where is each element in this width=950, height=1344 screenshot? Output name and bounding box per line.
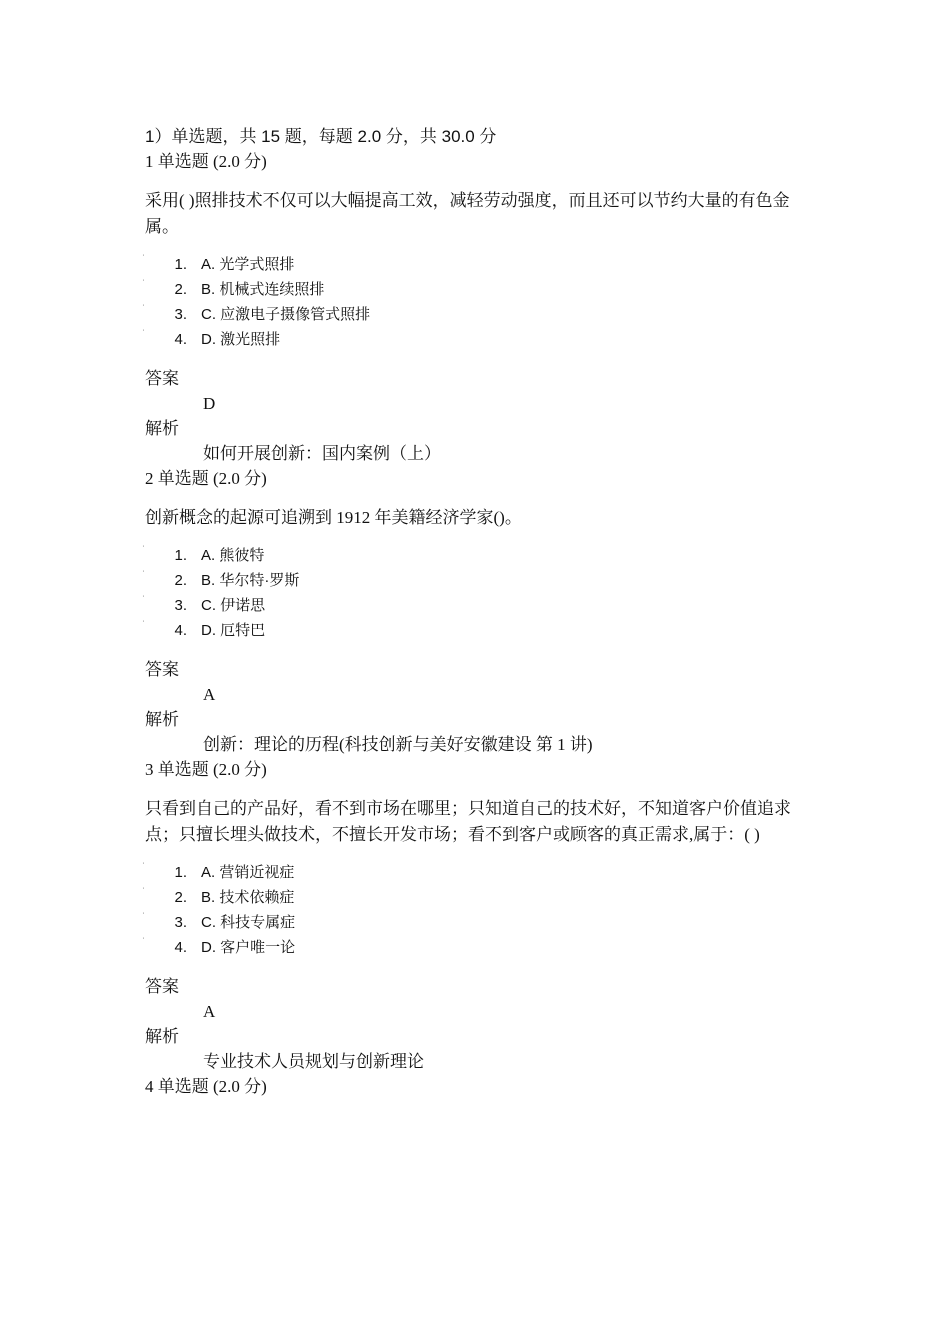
question-text: 创新概念的起源可追溯到 1912 年美籍经济学家()。 (145, 508, 522, 527)
answer-value: A (203, 1002, 216, 1021)
answer-label: 答案 (145, 369, 179, 388)
option-list (142, 860, 815, 960)
option-number: 3. (174, 306, 187, 323)
bullet-marker-icon: ˙ (142, 328, 145, 337)
bullet-marker-icon: ˙ (142, 253, 145, 262)
bullet-marker-icon: ˙ (142, 569, 145, 578)
bullet-marker-icon: ˙ (142, 886, 145, 895)
answer-value: D (203, 394, 216, 413)
option-number: 4. (174, 622, 187, 639)
answer-value: A (203, 685, 216, 704)
option-label: A. 营销近视症 (201, 864, 295, 881)
option-item[interactable] (142, 543, 815, 568)
bullet-marker-icon: ˙ (142, 278, 145, 287)
option-label: A. 光学式照排 (201, 256, 295, 273)
analysis-label: 解析 (145, 419, 179, 438)
option-number: 2. (174, 281, 187, 298)
option-item[interactable] (142, 327, 815, 352)
question-text: 只看到自己的产品好，看不到市场在哪里；只知道自己的技术好，不知道客户价值追求点；只擅长埋头做技术，不擅长开发市场；看不到客户或顾客的真正需求,属于：( ) (145, 799, 791, 844)
option-label: B. 华尔特·罗斯 (201, 572, 300, 589)
option-item[interactable] (142, 593, 815, 618)
answer-label: 答案 (145, 977, 179, 996)
bullet-marker-icon: ˙ (142, 911, 145, 920)
analysis-value: 专业技术人员规划与创新理论 (203, 1052, 424, 1071)
question-3 (142, 757, 815, 1074)
option-number: 2. (174, 889, 187, 906)
analysis-value: 创新：理论的历程(科技创新与美好安徽建设 第 1 讲) (203, 735, 593, 754)
bullet-marker-icon: ˙ (142, 936, 145, 945)
option-label: C. 应激电子摄像管式照排 (201, 306, 371, 323)
option-item[interactable] (142, 568, 815, 593)
option-item[interactable] (142, 277, 815, 302)
option-item[interactable] (142, 935, 815, 960)
question-header: 3 单选题 (2.0 分) (145, 760, 267, 779)
option-number: 4. (174, 939, 187, 956)
option-label: D. 厄特巴 (201, 622, 266, 639)
option-number: 2. (174, 572, 187, 589)
option-item[interactable] (142, 252, 815, 277)
question-header: 2 单选题 (2.0 分) (145, 469, 267, 488)
option-item[interactable] (142, 618, 815, 643)
option-label: C. 科技专属症 (201, 914, 296, 931)
option-label: B. 技术依赖症 (201, 889, 295, 906)
question-header: 4 单选题 (2.0 分) (145, 1077, 267, 1096)
option-list (142, 252, 815, 352)
option-item[interactable] (142, 885, 815, 910)
option-label: D. 客户唯一论 (201, 939, 296, 956)
analysis-label: 解析 (145, 710, 179, 729)
bullet-marker-icon: ˙ (142, 544, 145, 553)
option-item[interactable] (142, 860, 815, 885)
answer-label: 答案 (145, 660, 179, 679)
option-item[interactable] (142, 302, 815, 327)
question-1 (142, 149, 815, 466)
question-2 (142, 466, 815, 757)
analysis-label: 解析 (145, 1027, 179, 1046)
option-number: 4. (174, 331, 187, 348)
analysis-value: 如何开展创新：国内案例（上） (203, 444, 441, 463)
option-number: 3. (174, 914, 187, 931)
option-label: C. 伊诺思 (201, 597, 266, 614)
option-label: B. 机械式连续照排 (201, 281, 325, 298)
question-text: 采用( )照排技术不仅可以大幅提高工效，减轻劳动强度，而且还可以节约大量的有色金属。 (145, 191, 790, 236)
option-list (142, 543, 815, 643)
bullet-marker-icon: ˙ (142, 861, 145, 870)
question-4 (145, 1074, 815, 1099)
bullet-marker-icon: ˙ (142, 303, 145, 312)
document-page (142, 124, 815, 1099)
bullet-marker-icon: ˙ (142, 619, 145, 628)
question-header: 1 单选题 (2.0 分) (145, 152, 267, 171)
option-label: D. 激光照排 (201, 331, 281, 348)
bullet-marker-icon: ˙ (142, 594, 145, 603)
section-header: 1）单选题，共 15 题，每题 2.0 分，共 30.0 分 (145, 127, 497, 146)
option-number: 1. (174, 864, 187, 881)
option-number: 1. (174, 256, 187, 273)
option-item[interactable] (142, 910, 815, 935)
option-number: 1. (174, 547, 187, 564)
option-number: 3. (174, 597, 187, 614)
option-label: A. 熊彼特 (201, 547, 265, 564)
